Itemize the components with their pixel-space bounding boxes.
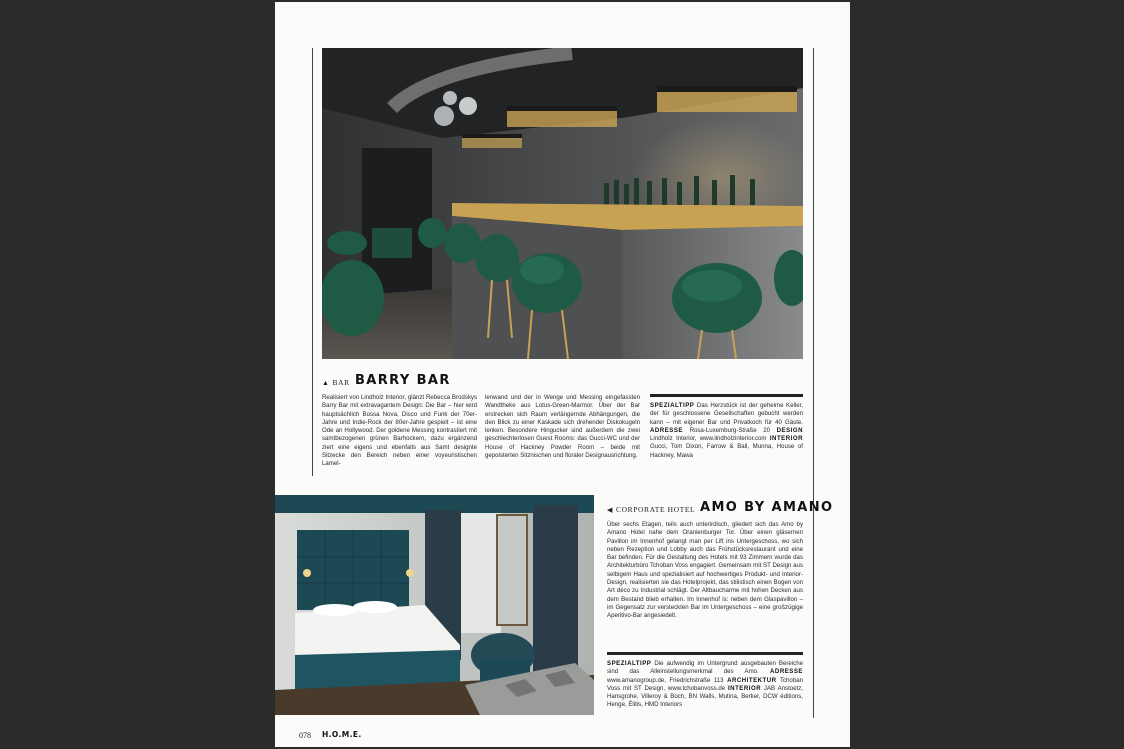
- amo-architektur-text: Tchoban Voss mit ST Design, www.tchobanvoss.de: [607, 676, 803, 692]
- bar-tipp-label: SPEZIALTIPP: [650, 402, 695, 409]
- bar-kicker: ▲ BAR: [322, 378, 350, 387]
- amo-adresse-text: www.amanogroup.de, Friedrichstraße 113: [607, 676, 724, 684]
- bar-interior-label: INTERIOR: [769, 435, 803, 443]
- magazine-page: [275, 2, 850, 747]
- amo-adresse-label: ADRESSE: [770, 668, 803, 676]
- barry-bar-photo: [322, 48, 803, 359]
- amo-tipp-label: SPEZIALTIPP: [607, 660, 652, 667]
- page-number: 078: [299, 731, 311, 740]
- amo-tipp-text: Die aufwendig im Untergrund ausgebauten Bereiche sind das Alleinstellungsmerkmal des Amo.: [607, 660, 803, 676]
- bar-interior-text: Gucci, Tom Dixon, Farrow & Ball, Munna, House of Hackney, Mawa: [650, 443, 803, 459]
- amo-title: AMO BY AMANO: [700, 500, 834, 515]
- bar-design-label: DESIGN: [776, 426, 803, 434]
- amo-architektur-label: ARCHITEKTUR: [727, 676, 777, 684]
- amo-interior-label: INTERIOR: [727, 684, 762, 692]
- bar-tipp-text: Das Herzstück ist der geheime Keller, der für geschlossene Gesellschaften gebucht werden kann – mit eigener Bar und Privatkoch für 40 Gäste.: [650, 402, 803, 426]
- bar-body-col1: Realisiert von Lindholz Interior, glänzt Rebecca Brodskys Barry Bar mit extravagantem Design: Die Bar – hier wird hauptsächlich Bossa Nova, Disco und Funk der 70er-Jahre und Indie-Rock der 80er-Jahre gespielt – ist eine Ode an Hollywood. Der goldene Messing kontrastiert mit samtbezogenen grünen Barhockern, dazu ergänzend ziert eine eigens und ebenfalls aus Samt designte Sitzecke den Bereich neben einer voyeuristischen Lamel-: [322, 394, 477, 468]
- triangle-up-icon: ▲: [322, 379, 330, 387]
- amo-room-photo: [275, 495, 594, 715]
- right-rule: [813, 48, 814, 718]
- bar-adresse-label: ADRESSE: [650, 426, 683, 434]
- bar-design-text: Lindholz Interior, www.lindholzinterior.com: [650, 435, 767, 443]
- bar-info-box: [650, 402, 803, 460]
- amo-body: Über sechs Etagen, teils auch unterirdisch, gliedert sich das Amo by Amano Hotel nahe dem Oranienburger Tor. Über einen gläsernen Pavillon im Innenhof gelangt man per Lift ins Untergeschoss, wo sich neben Rezeption und Lobby auch das Frühstücksrestaurant und eine Bar befinden. Für die Gestaltung des Hotels mit 93 Zimmern wurde das Architekturbüro Tchoban Voss engagiert. Gemeinsam mit ST Design aus selbigem Haus und spezialisiert auf hochwertiges Produkt- und Interior-Design, realisierten sie das Hotelprojekt, das stilistisch einen Bogen von Art déco zu Industrial schlägt. Der Altbaucharme mit hohen Decken aus dem Bestand blieb erhalten. Im Innenhof is: neben dem Glaspavillon – im Gegensatz zur versteckten Bar im Untergeschoss – eine großzügige Aperitivo-Bar angesiedelt.: [607, 521, 803, 620]
- triangle-left-icon: ◀: [607, 506, 613, 514]
- amo-kicker: ◀ CORPORATE HOTEL: [607, 505, 696, 514]
- amo-info-rule: [607, 652, 803, 655]
- magazine-brand: H.O.M.E.: [322, 730, 362, 739]
- amo-info-box: [607, 660, 803, 710]
- bar-adresse-text: Rosa-Luxemburg-Straße 20: [689, 426, 771, 434]
- bar-info-rule: [650, 394, 803, 397]
- bar-body-col2: lenwand und der in Wenge und Messing eingefassten Wandtheke aus Lotus-Green-Marmor. Über der Bar erstrecken sich Raum verlängernde Abhängungen, die den Blick zu einer Kaskade sich drehender Diskokugeln lenken. Besondere Hingucker sind außerdem die zwei geschlechterlosen Guest Rooms: das Gucci-WC und der House of Hackney Powder Room – beide mit gepolsterten Sitznischen und floraler Designausrichtung.: [485, 394, 640, 460]
- amo-interior-text: JAB Anstoetz, Hansgrohe, Villeroy & Boch, BN Walls, Mutina, Berker, DCW éditions, Henge, Élitis, HMD Interiors: [607, 684, 803, 709]
- bar-title: BARRY BAR: [355, 373, 451, 388]
- left-rule: [312, 48, 313, 476]
